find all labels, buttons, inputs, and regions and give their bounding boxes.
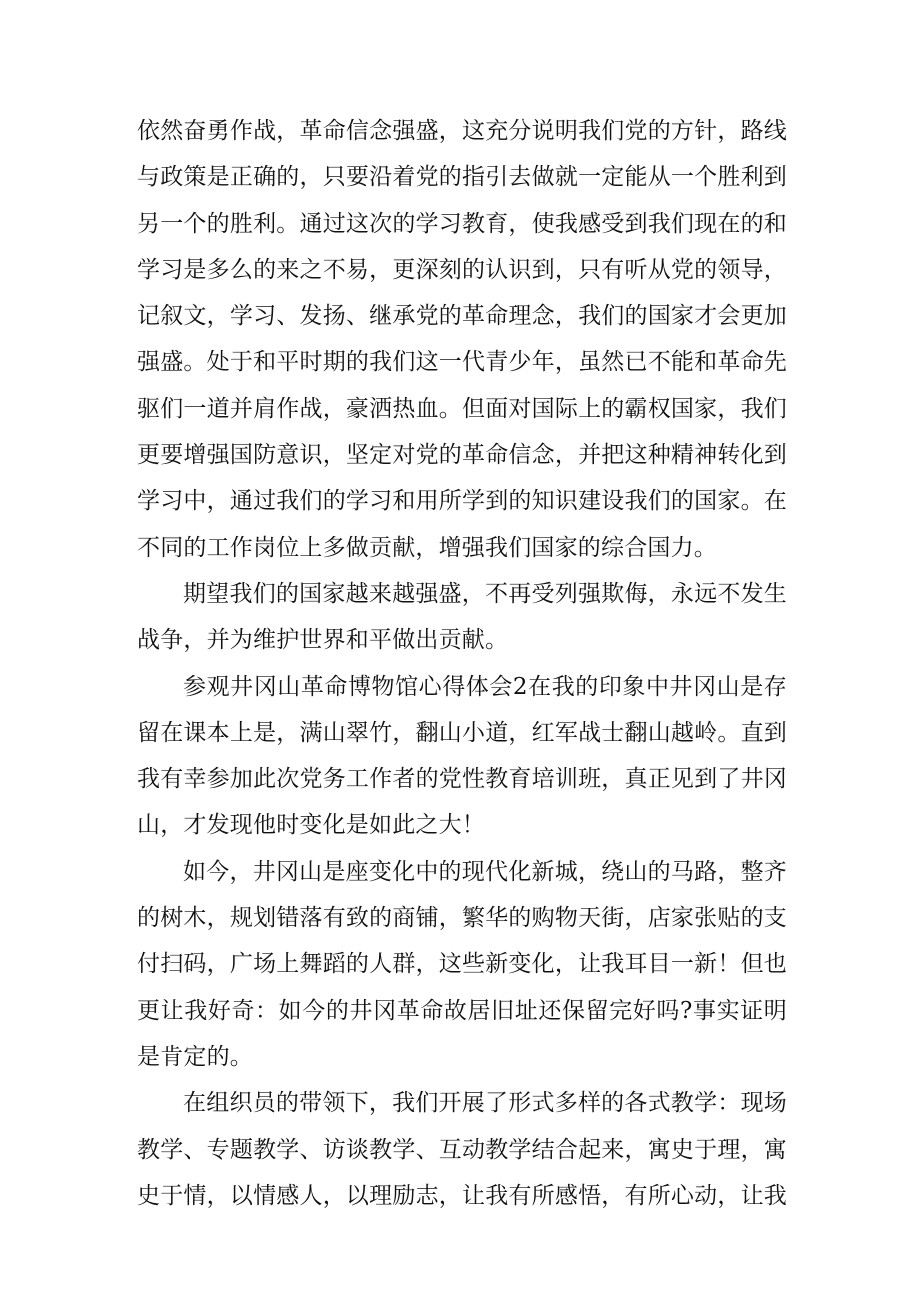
text-line: 我有幸参加此次党务工作者的党性教育培训班，真正见到了井冈 bbox=[137, 766, 787, 793]
text-line: 更要增强国防意识，坚定对党的革命信念，并把这种精神转化到 bbox=[137, 442, 787, 469]
text-line: 战争，并为维护世界和平做出贡献。 bbox=[137, 627, 509, 654]
text-line: 学习中，通过我们的学习和用所学到的知识建设我们的国家。在 bbox=[137, 488, 787, 515]
text-line: 驱们一道并肩作战，豪洒热血。但面对国际上的霸权国家，我们 bbox=[137, 395, 787, 422]
text-line: 更让我好奇：如今的井冈革命故居旧址还保留完好吗?事实证明 bbox=[137, 997, 787, 1024]
text-line: 的树木，规划错落有致的商铺，繁华的购物天街，店家张贴的支 bbox=[137, 905, 787, 932]
text-line: 记叙文，学习、发扬、继承党的革命理念，我们的国家才会更加 bbox=[137, 303, 787, 330]
paragraph-first-line: 期望我们的国家越来越强盛，不再受列强欺侮，永远不发生 bbox=[183, 580, 787, 607]
text-line: 强盛。处于和平时期的我们这一代青少年，虽然已不能和革命先 bbox=[137, 349, 787, 376]
text-line: 留在课本上是，满山翠竹，翻山小道，红军战士翻山越岭。直到 bbox=[137, 719, 787, 746]
body-text bbox=[137, 108, 787, 1219]
text-line: 不同的工作岗位上多做贡献，增强我们国家的综合国力。 bbox=[137, 534, 717, 561]
text-line: 与政策是正确的，只要沿着党的指引去做就一定能从一个胜利到 bbox=[137, 164, 787, 191]
paragraph-first-line: 在组织员的带领下，我们开展了形式多样的各式教学：现场 bbox=[183, 1090, 787, 1117]
text-line: 教学、专题教学、访谈教学、互动教学结合起来，寓史于理，寓 bbox=[137, 1136, 787, 1163]
text-line: 学习是多么的来之不易，更深刻的认识到，只有听从党的领导， bbox=[137, 256, 787, 283]
text-line: 付扫码，广场上舞蹈的人群，这些新变化，让我耳目一新！但也 bbox=[137, 951, 787, 978]
paragraph-first-line: 如今，井冈山是座变化中的现代化新城，绕山的马路，整齐 bbox=[183, 858, 787, 885]
text-line: 是肯定的。 bbox=[137, 1043, 253, 1070]
text-line: 另一个的胜利。通过这次的学习教育，使我感受到我们现在的和 bbox=[137, 210, 787, 237]
text-line: 依然奋勇作战，革命信念强盛，这充分说明我们党的方针，路线 bbox=[137, 118, 787, 144]
text-line: 史于情，以情感人，以理励志，让我有所感悟，有所心动，让我 bbox=[137, 1182, 787, 1209]
text-line: 山，才发现他时变化是如此之大！ bbox=[137, 812, 485, 839]
paragraph-first-line: 参观井冈山革命博物馆心得体会2在我的印象中井冈山是存 bbox=[183, 673, 787, 700]
